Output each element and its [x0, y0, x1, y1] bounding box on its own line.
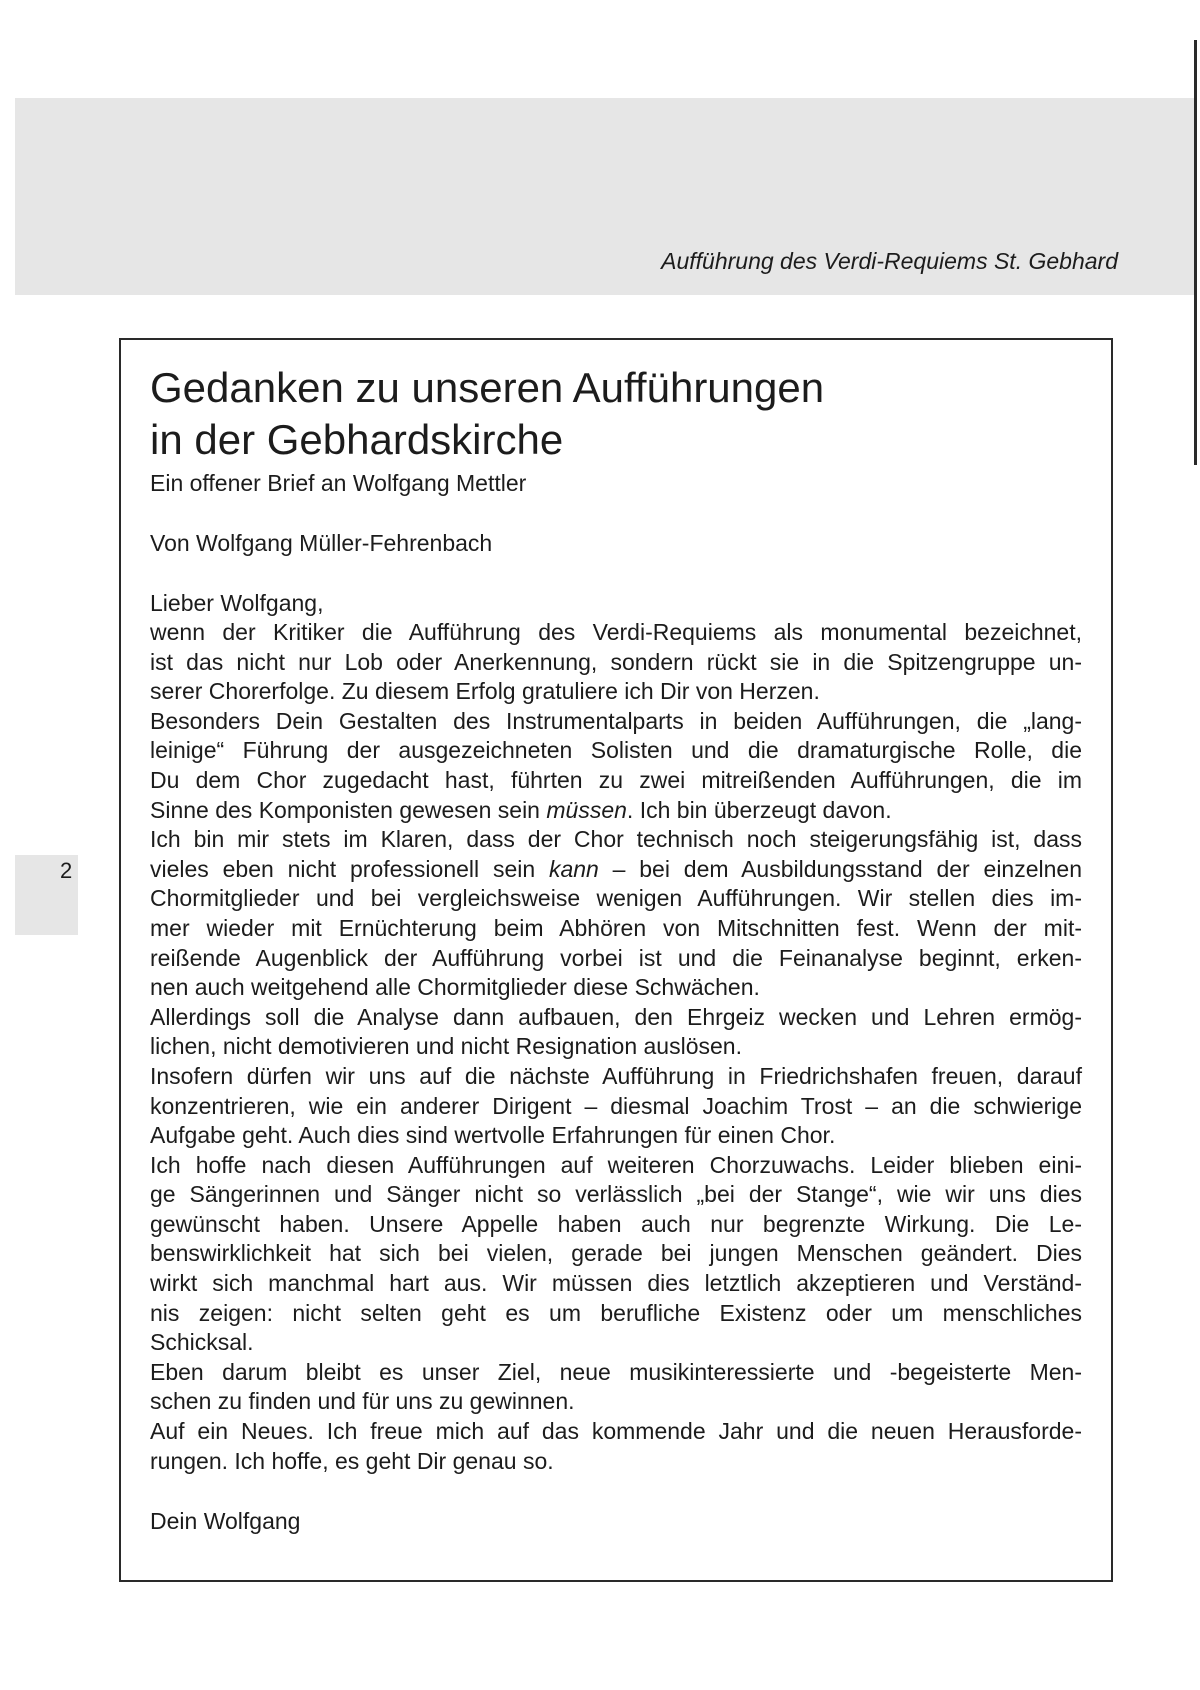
text-line: Auf ein Neues. Ich freue mich auf das kommende Jahr und die neuen Herausforde- [150, 1418, 1082, 1445]
text-line: leinige“ Führung der ausgezeichneten Solisten und die dramaturgische Rolle, die [150, 737, 1082, 764]
emphasis-text: müssen [546, 796, 627, 823]
letter-title-line: Gedanken zu unseren Aufführungen [150, 364, 825, 411]
text-line: Aufgabe geht. Auch dies sind wertvolle Erfahrungen für einen Chor. [150, 1122, 836, 1149]
text-run: Sinne des Komponisten gewesen sein [150, 796, 547, 823]
body-paragraph [150, 618, 1082, 707]
text-line: reißende Augenblick der Aufführung vorbei ist und die Feinanalyse beginnt, erken- [150, 944, 1082, 971]
text-line: Ich hoffe nach diesen Aufführungen auf weiteren Chorzuwachs. Leider blieben eini- [150, 1151, 1082, 1178]
body-paragraph [150, 825, 1082, 1003]
body-paragraph [150, 1062, 1082, 1151]
letter-author: Von Wolfgang Müller-Fehrenbach [150, 530, 493, 556]
text-line: Besonders Dein Gestalten des Instrumentalparts in beiden Aufführungen, die „lang- [150, 707, 1082, 734]
body-paragraph [150, 1358, 1082, 1417]
text-line: serer Chorerfolge. Zu diesem Erfolg gratuliere ich Dir von Herzen. [150, 678, 820, 705]
letter-title-line: in der Gebhardskirche [150, 416, 564, 463]
body-paragraph [150, 1151, 1082, 1358]
text-line: gewünscht haben. Unsere Appelle haben auch nur begrenzte Wirkung. Die Le- [150, 1210, 1082, 1237]
text-line: Ich bin mir stets im Klaren, dass der Chor technisch noch steigerungsfähig ist, dass [150, 826, 1082, 853]
page-edge-line [1194, 40, 1197, 465]
text-line: ist das nicht nur Lob oder Anerkennung, sondern rückt sie in die Spitzengruppe un- [150, 648, 1082, 675]
text-line: nen auch weitgehend alle Chormitglieder diese Schwächen. [150, 974, 760, 1001]
text-line: Insofern dürfen wir uns auf die nächste Aufführung in Friedrichshafen freuen, darauf [150, 1062, 1082, 1089]
text-line: Chormitglieder und bei vergleichsweise wenigen Aufführungen. Wir stellen dies im- [150, 885, 1082, 912]
page-number: 2 [60, 858, 73, 883]
running-head: Aufführung des Verdi-Requiems St. Gebhard [661, 248, 1118, 274]
text-line: Eben darum bleibt es unser Ziel, neue musikinteressierte und -begeisterte Men- [150, 1358, 1082, 1385]
body-paragraph [150, 1417, 1082, 1476]
text-line: Du dem Chor zugedacht hast, führten zu zwei mitreißenden Aufführungen, die im [150, 766, 1082, 793]
text-line: wenn der Kritiker die Aufführung des Verdi-Requiems als monumental bezeichnet, [150, 619, 1082, 645]
text-run: . Ich bin überzeugt davon. [626, 796, 892, 823]
text-line: ge Sängerinnen und Sänger nicht so verlässlich „bei der Stange“, wie wir uns dies [150, 1181, 1082, 1208]
text-line: Allerdings soll die Analyse dann aufbauen, den Ehrgeiz wecken und Lehren ermög- [150, 1003, 1082, 1030]
text-line [150, 796, 1082, 826]
letter-signoff: Dein Wolfgang [150, 1508, 301, 1535]
body-paragraph [150, 1003, 1082, 1062]
body-paragraph [150, 707, 1082, 825]
letter-title [150, 362, 1082, 466]
text-line: schen zu finden und für uns zu gewinnen. [150, 1388, 575, 1415]
text-line: Schicksal. [150, 1329, 254, 1356]
text-line: wirkt sich manchmal hart aus. Wir müssen dies letztlich akzeptieren und Verständ- [150, 1270, 1082, 1297]
text-run: vieles eben nicht professionell sein [150, 855, 549, 882]
letter-content [150, 362, 1082, 1536]
emphasis-text: kann [548, 855, 599, 882]
text-line: konzentrieren, wie ein anderer Dirigent – diesmal Joachim Trost – an die schwierige [150, 1092, 1082, 1119]
text-line: lichen, nicht demotivieren und nicht Resignation auslösen. [150, 1033, 742, 1060]
text-line: benswirklichkeit hat sich bei vielen, gerade bei jungen Menschen geändert. Dies [150, 1240, 1082, 1267]
text-run: – bei dem Ausbildungsstand der einzelnen [598, 855, 1082, 882]
text-line: mer wieder mit Ernüchterung beim Abhören von Mitschnitten fest. Wenn der mit- [150, 914, 1082, 941]
letter-subtitle: Ein offener Brief an Wolfgang Mettler [150, 470, 527, 496]
text-line: rungen. Ich hoffe, es geht Dir genau so. [150, 1447, 554, 1474]
text-line: nis zeigen: nicht selten geht es um berufliche Existenz oder um menschliches [150, 1299, 1082, 1326]
letter-salutation: Lieber Wolfgang, [150, 590, 324, 616]
text-line [150, 855, 1082, 885]
